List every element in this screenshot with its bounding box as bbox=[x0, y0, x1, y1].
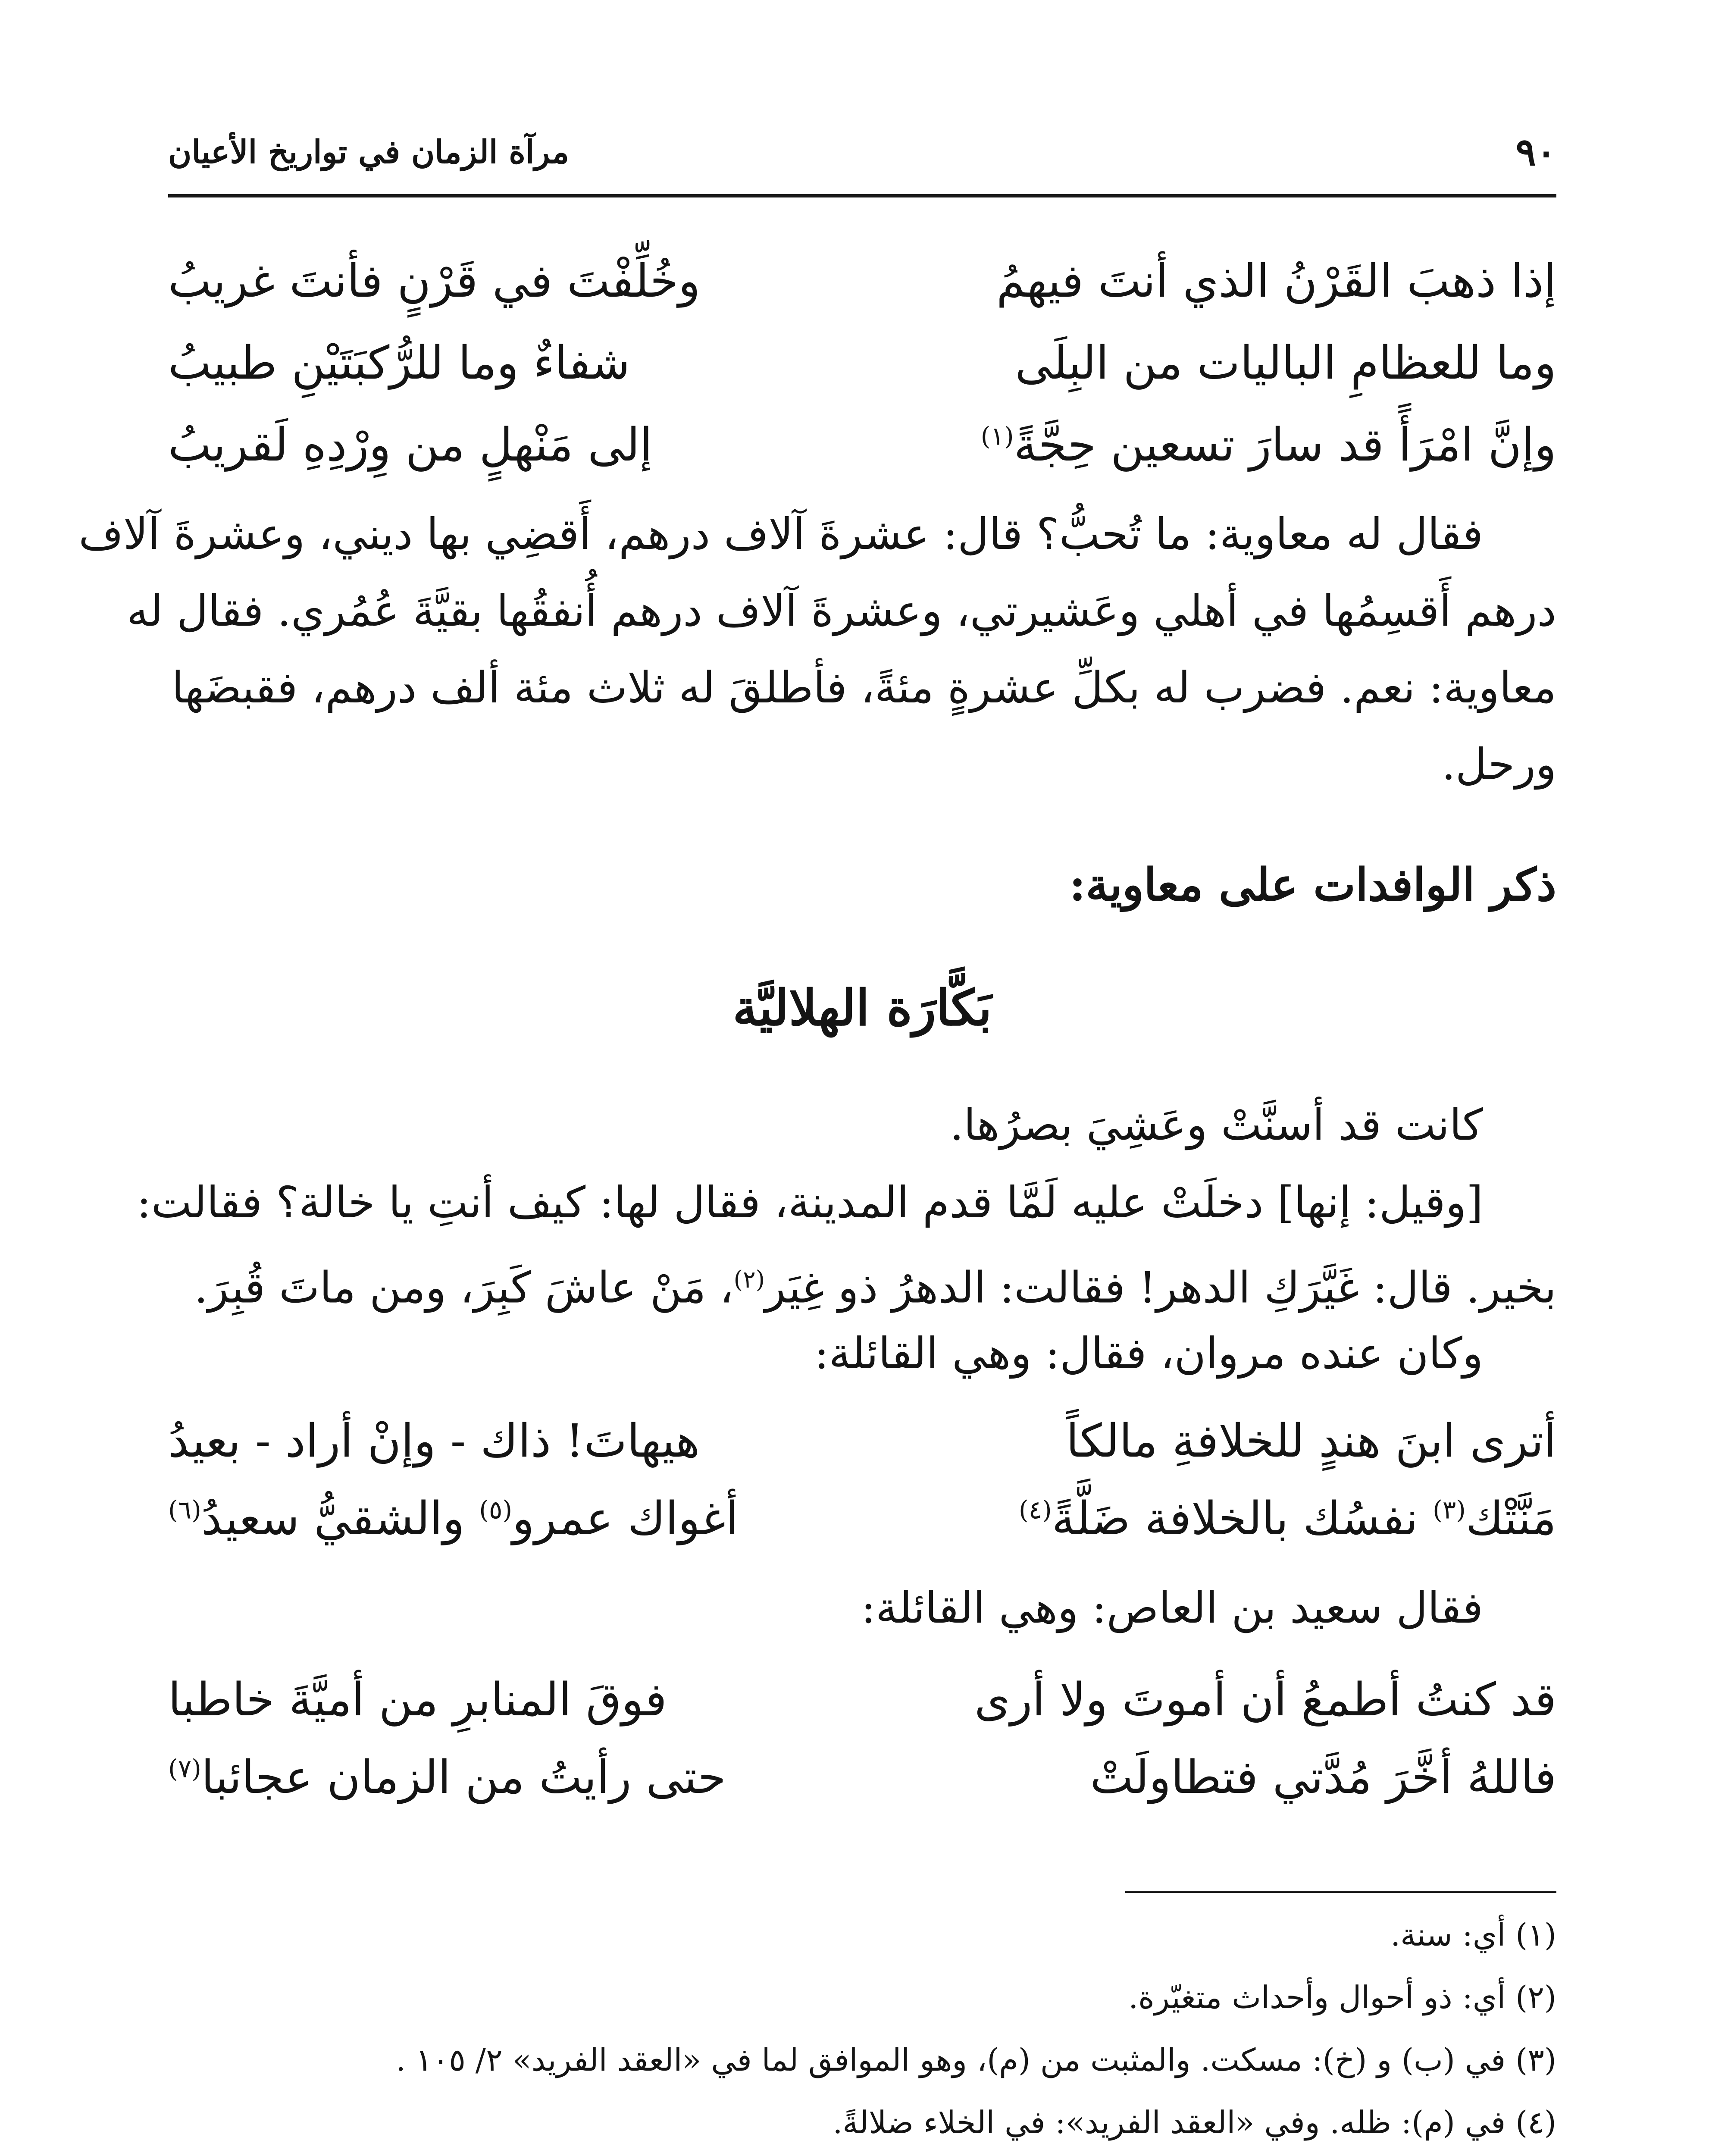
paragraph bbox=[168, 1087, 1556, 1163]
page-number: ٩٠ bbox=[1515, 129, 1556, 174]
second-hemistich: شفاءٌ وما للرُّكبَتَيْنِ طبيبُ bbox=[168, 336, 630, 389]
second-hemistich bbox=[168, 1751, 726, 1804]
text-line: درهم أَقسِمُها في أهلي وعَشيرتي، وعشرةَ آلاف درهم أُنفقُها بقيَّةَ عُمُري. فقال له bbox=[126, 586, 1556, 636]
text-line: معاوية: نعم. فضرب له بكلِّ عشرةٍ مئةً، فأطلقَ له ثلاث مئة ألف درهم، فقبضَها bbox=[172, 662, 1556, 713]
hemistich-text: مَنَّتْك bbox=[1465, 1492, 1556, 1545]
hemistich-text: وإنَّ امْرَأً قد سارَ تسعين حِجَّةً bbox=[1014, 418, 1556, 471]
text-line bbox=[168, 1241, 1556, 1326]
paragraph bbox=[168, 1315, 1556, 1392]
book-title: مرآة الزمان في تواريخ الأعيان bbox=[168, 134, 569, 171]
verse-line bbox=[168, 254, 1556, 319]
verse-line bbox=[168, 1751, 1556, 1815]
text-line: وكان عنده مروان، فقال: وهي القائلة: bbox=[814, 1328, 1483, 1379]
first-hemistich: فاللهُ أخَّرَ مُدَّتي فتطاولَتْ bbox=[1090, 1751, 1556, 1804]
footnote: (٣) في (ب) و (خ): مسكت. والمثبت من (م)، وهو الموافق لما في «العقد الفريد» ٢/ ١٠٥ . bbox=[396, 2042, 1556, 2078]
verse-line bbox=[168, 418, 1556, 483]
footnote: (٢) أي: ذو أحوال وأحداث متغيّرة. bbox=[1128, 1979, 1556, 2015]
text-line: كانت قد أسنَّتْ وعَشِيَ بصرُها. bbox=[950, 1100, 1483, 1150]
paragraph bbox=[168, 1570, 1556, 1646]
hemistich-text: حتى رأيتُ من الزمان عجائبا bbox=[201, 1751, 726, 1804]
hemistich-text: والشقيُّ سعيدُ bbox=[201, 1492, 479, 1545]
first-hemistich: قد كنتُ أطمعُ أن أموتَ ولا أرى bbox=[974, 1673, 1556, 1726]
footnote-marker: (٧) bbox=[168, 1754, 201, 1783]
text-line: فقال سعيد بن العاص: وهي القائلة: bbox=[861, 1583, 1483, 1633]
section-heading: ذكر الوافدات على معاوية: bbox=[1069, 858, 1556, 911]
second-hemistich: إلى مَنْهلٍ من وِرْدِهِ لَقريبُ bbox=[168, 418, 653, 471]
text-line: فقال له معاوية: ما تُحبُّ؟ قال: عشرةَ آلاف درهم، أَقضِي بها ديني، وعشرةَ آلاف bbox=[78, 509, 1483, 559]
footnote-marker: (٥) bbox=[479, 1495, 513, 1525]
footnote-marker: (٦) bbox=[168, 1495, 201, 1525]
first-hemistich bbox=[1019, 1492, 1556, 1545]
text-segment: ، مَنْ عاشَ كَبِرَ، ومن ماتَ قُبِرَ. bbox=[194, 1262, 734, 1313]
hemistich-text: أغواك عمرو bbox=[512, 1492, 739, 1545]
verse-line bbox=[168, 336, 1556, 401]
footnote-marker: (١) bbox=[980, 421, 1014, 451]
verse-line bbox=[168, 1414, 1556, 1479]
hemistich-text: نفسُك بالخلافة ضَلَّةً bbox=[1052, 1492, 1433, 1545]
footnote-marker: (٤) bbox=[1018, 1495, 1052, 1525]
text-line: [وقيل: إنها] دخلَتْ عليه لَمَّا قدم المدينة، فقال لها: كيف أنتِ يا خالة؟ فقالت: bbox=[136, 1177, 1483, 1228]
text-line: ورحل. bbox=[1442, 739, 1556, 790]
first-hemistich: وما للعظامِ الباليات من البِلَى bbox=[1015, 336, 1556, 389]
second-hemistich bbox=[168, 1492, 738, 1545]
verse-line bbox=[168, 1673, 1556, 1738]
first-hemistich: إذا ذهبَ القَرْنُ الذي أنتَ فيهمُ bbox=[996, 254, 1556, 307]
footnote-rule bbox=[1125, 1891, 1556, 1893]
second-hemistich: فوقَ المنابرِ من أميَّةَ خاطبا bbox=[168, 1673, 667, 1726]
footnote: (٤) في (م): ظله. وفي «العقد الفريد»: في الخلاء ضلالةً. bbox=[833, 2104, 1556, 2140]
footnote-marker: (٢) bbox=[733, 1266, 765, 1293]
paragraph bbox=[78, 496, 1556, 803]
footnote: (١) أي: سنة. bbox=[1390, 1917, 1556, 1953]
text-segment: بخير. قال: غَيَّرَكِ الدهر! فقالت: الدهرُ ذو غِيَر bbox=[765, 1262, 1556, 1313]
footnote-marker: (٣) bbox=[1433, 1495, 1466, 1525]
second-hemistich: هيهاتَ! ذاك - وإنْ أراد - بعيدُ bbox=[168, 1414, 700, 1467]
first-hemistich bbox=[981, 418, 1556, 471]
running-header bbox=[168, 129, 1556, 190]
second-hemistich: وخُلِّفْتَ في قَرْنٍ فأنتَ غريبُ bbox=[168, 254, 701, 307]
first-hemistich: أترى ابنَ هندٍ للخلافةِ مالكاً bbox=[1066, 1414, 1556, 1467]
verse-line bbox=[168, 1492, 1556, 1557]
subsection-heading: بَكَّارَة الهلاليَّة bbox=[732, 979, 992, 1037]
paragraph bbox=[136, 1164, 1556, 1326]
header-rule bbox=[168, 194, 1556, 197]
